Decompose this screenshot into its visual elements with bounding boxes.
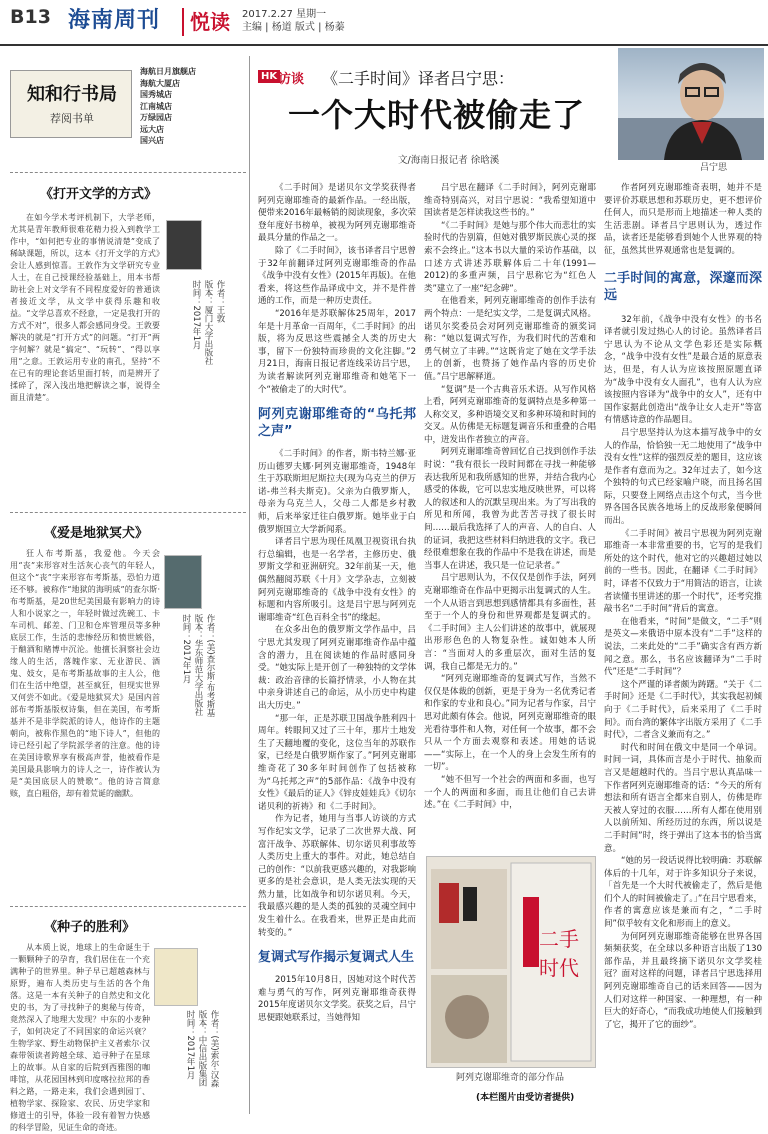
book-author: 作者：(美)查尔斯·布考斯基 [205,614,215,717]
bookstore-subtitle: 荐阅书单 [50,112,94,125]
store-item: 江南城店 [140,101,172,111]
paragraph: “复调”是一个古典音乐术语。从写作风格上看，阿列克谢耶维奇的复调特点是多种第一人称交叉，多种语境交叉和多种环境和时间的交叉。从仿佛是无标题复调音乐和重叠的合唱中，迸发出作者独立的声音。 [424,384,596,445]
header-divider [182,8,184,36]
book-author: 作者：王敦 [215,280,225,323]
header-rule [0,44,768,46]
article-title-line1: 《二手时间》译者吕宁思： [322,69,515,88]
paragraph: 在众多出色的俄罗斯文学作品中，吕宁思尤其发现了阿列克谢耶维奇作品中蕴含的潜力，且在阅读她的作品时感同身受。“她实际上是开创了一种独特的文学体裁：政治音律的长篇抒情录，小人物在其中亲身讲述自己的命运，从小历史中构建出大历史。” [258,625,416,711]
book-date: 时间：2017年1月 [185,1010,195,1080]
store-item: 万绿园店 [140,113,172,122]
paragraph: 在他看来，“时间”是做文，“二手”则是英文—来俄语中原本没有“二手”这样的说法，二来此处的“二手”确实含有西方新闻之意。那么，书名应该翻译为“二手时代”还是“二手时间”？ [604,616,762,678]
book-title: 《种子的胜利》 [44,920,136,935]
issue-date: 2017.2.27 星期一 [242,9,327,20]
page-number: B13 [10,6,51,28]
paragraph: “她不但写一个社会的两面和多面，也写一个人的两面和多面，而且让他们自己去讲述。”在《二手时间》中， [424,774,596,811]
byline: 文/海南日报记者 徐晗溪 [398,155,500,166]
photo-caption: 吕宁思 [700,163,728,173]
paragraph: “《二手时间》是她与那个伟大而悲壮的实验时代的告别篇，但她对俄罗斯民族心灵的探索不会终止。”这本书以大量的采访作基础，以口述方式讲述苏联解体后二十年(1991—2012)的多重声频，吕宁思称它为“红色人类”建立了一座“纪念碑”。 [424,220,596,294]
article-column-1 [258,182,416,1116]
book-date: 时间：2017年1月 [191,280,201,350]
subheading: 复调式写作揭示复调式人生 [258,950,415,966]
store-item: 海航大厦店 [140,78,180,88]
paragraph: 除了《二手时间》，该书译者吕宁思曾于32年前翻译过阿列克谢耶维奇的作品《战争中没有女性》(2015年再版)。在他看来，将这些作品译成中文，并不是件普通的工作，而是一种历史责任。 [258,245,416,307]
paragraph: 作为记者，她用与当事人访谈的方式写作纪实文学，记录了二次世界大战、阿富汗战争、苏联解体、切尔诺贝利事故等人类历史上重大的事件。对此，她总结自己的创作：“以前我更感兴趣的，对我影响更多的是社会意识，是人类无法实现的天然力量，比如战争和切尔诺贝利。今天，我最感兴趣的是人类的孤独的灵魂空间中发生着什么。在我看来，世界正是由此而转变的。” [258,814,416,938]
book-spine-title: 二手时代 [539,927,579,980]
paragraph: 作者阿列克谢耶维奇表明，她并不是要评价苏联思想和苏联历史，更不想评价任何人，而只是形而上地描述一种人类的生活悲剧。译者吕宁思则认为，透过作品，读者还是能够看到她个人世界观的特征，虽然其世界观通常也是复调的。 [604,183,762,256]
paragraph: 吕宁思则认为，不仅仅是创作手法，阿列克谢耶维奇在作品中更揭示出复调式的人生。一个人从语言到思想到感情都具有多面性，甚至于一个人的身份和世界观都是复调式的。《二手时间》主人公们讲述的故事中，就展现出形形色色的人物复杂性。诚如她本人所言：“当面对人的多重层次，面对生活的复调，我自己都是无力的。” [424,573,596,672]
paragraph: 32年前，《战争中没有女性》的书名译者就引发过热心人的讨论。虽然译者吕宁思认为不论从文学色彩还是实际概念，“战争中没有女性”是最合适的原意表达，但是，有人认为应该按照原题直译为“战争中没有女人面孔”，也有人认为应该按照内容译为“战争中的女人”，还有中国作家据此创造出“战争让女人走开”等富有情感诗意的作品题目。 [604,314,762,426]
store-item: 海航日月旗舰店 [140,67,196,76]
book-review: 狂人布考斯基，我爱他。今天会用“丧”来形容对生活灰心丧气的年轻人，但这个“丧”字来形容布考斯基，恐怕力道还不够。被称作“地狱的海明威”的查尔斯·布考斯基，是20世纪美国最有影响力的诗人和小说家之一，年轻时做过洗碗工、卡车司机、邮差、门卫和仓库管理员等多种底层工作，生活的悲惨经历和愤世嫉俗，于酗酒和赌博中沉沦。他擅长洞察社会边缘人的生活，落魄作家、无业游民、酒鬼、妓女，是布考斯基故事的主人公，他们在生活中绝望，甚至疯狂，但现实世界又何尝不如此。《爱是地狱冥犬》是国内首部布考斯基版权诗集，但在美国，布考斯基并不是非学院派的诗人，他诗作的主题朝向，被称作黑色的“地下诗人”，但他的诗已经引起了学院派学者的注意。他的诗在美国诗歌界享有极高声誉，他被看作是美国最具影响力的诗人之一，诗作被认为是“美国底层人的赞歌”。他的诗言简意赅，直白粗俗，却有着荒诞的幽默。 [10,549,160,798]
book-publisher: 版本：厦门大学出版社 [203,280,213,365]
book-meta [184,1010,220,1114]
paragraph: 《二手时间》是诺贝尔文学奖获得者阿列克谢耶维奇的最新作品。一经出版，便带来2016年最畅销的阅读现象，多次荣登年度好书榜单，被视为阿列克谢耶维奇最具分量的作品之一。 [258,183,416,244]
column-rule [249,56,250,1114]
paragraph: 吕宁思坚持认为这本描写战争中的女人的作品，恰恰独一无二地使用了“战争中没有女性”这样的强烈反差的题目，这应该是作者有意而为之。32年过去了，如今这个独特的句式已经家喻户晓，而且扬名国际，只要登上网络点击这个句式，当今世界各国各民族各地场上的反战形象便瞬间而出。 [604,427,762,527]
image-credit: (本栏图片由受访者提供) [476,1093,575,1103]
subheading: 二手时间的寓意，深邃而深远 [604,270,762,303]
paragraph: “那一年，正是苏联卫国战争胜利四十周年。转眼间又过了三十年，那片土地发生了天翻地覆的变化，这位当年的苏联作家，已经是白俄罗斯作家了。”阿列克谢耶维奇花了30多年时间创作了包括被称为“乌托邦之声”的5部作品：《战争中没有女性》《最后的证人》《锌皮娃娃兵》《切尔诺贝利的祈祷》和《二手时间》。 [258,713,416,812]
book-title: 《爱是地狱冥犬》 [44,526,149,541]
article-column-2 [424,182,596,846]
bookstore-title: 知和行书局 [27,84,117,105]
book-cover [154,948,198,1006]
section-divider [10,512,246,513]
paragraph: 吕宁思在翻译《二手时间》，阿列克谢耶维奇特别高兴，对吕宁思说：“我希望知道中国读者是怎样读我这些书的。” [424,183,596,219]
paragraph: “2016年是苏联解体25周年，2017年是十月革命一百周年，《二手时间》的出版，将为反思这些震撼全人类的历史大事，留下一份独特而珍贵的文化注脚。”2月21日，海南日报记者连线采访吕宁思，为读者解读阿列克谢耶维奇和她笔下一个“被偷走了的大时代”。 [258,308,416,395]
image-caption: 阿列克谢耶维奇的部分作品 [456,1073,565,1083]
book-cover [164,555,202,609]
books-photo [426,856,596,1068]
store-item: 国秀城店 [140,90,172,99]
header-info [242,8,345,34]
masthead-logo: 海南周刊 [68,7,161,33]
paragraph: 这个严谨的译者颇为踌躇。“关于《二手时间》还是《二手时代》，其实我起初倾向于《二手时代》，后来采用了《二手时间》。而台湾的繁体字出版方采用了《二手时代》，二者含义兼而有之。” [604,679,762,741]
store-item: 国兴店 [140,136,164,145]
interview-tag-icon: HK [258,70,280,83]
paragraph: 在他看来，阿列克谢耶维奇的创作手法有两个特点：一是纪实文学，二是复调式风格。诺贝尔奖委员会对阿列克谢耶维奇的颁奖词称：“她以复调式写作，为我们时代的苦难和勇气树立了丰碑。”“这既肯定了她在文学手法上的创新，也赞扬了她作品内容的历史价值。”吕宁思解释道。 [424,296,596,382]
store-list [140,66,210,147]
book-review: 从本质上说，地球上的生命诞生于一颗颗种子的孕育，我们居住在一个充满种子的世界里。种子早已超越森林与原野，遍布人类历史与生活的各个角落。这是一本有关种子的自然史和文化史的书，为了寻找种子的奥秘与传奇，竟然深入了地理大发现？中东的小麦种子，如何决定了不同国家的命运兴衰？生物学家、野生动物保护主义者索尔·汉森带领读者跨越全球、追寻种子在星球上的故事。从自家的后院到西雅图的咖啡馆，从花园国林到印度喀拉拉邦的香料之路，一路走来，我们会遇到园丁、植物学家、探险家、农民、历史学家和修道士的引导，体验一段有着智力快感的科学冒险，见证生命的奇迹。 [10,943,150,1132]
section-name: 悦读 [190,10,230,34]
paragraph: 时代和时间在俄文中是同一个单词。时间一词，具体而言是小于时代、抽象而言又是超越时代的。当吕宁思认真品味一下作者阿列克谢耶维奇的话：“今天的所有想法和所有语言全都来自别人，仿佛是昨天被人穿过的衣服……所有人都在使用别人以前所知、所经历过的东西，所以说是二手时间”时，终于弹出了这本书的恰当寓意。 [604,742,762,854]
article-column-3 [604,182,762,1116]
paragraph: “她的另一段话说得比较明确：苏联解体后的十几年，对于许多知识分子来说，「首先是一个大时代被偷走了，然后是他们个人的时间被偷走了。」”在吕宁思看来，作者的寓意应该是兼而有之，“二手时间”似乎较有文化和形而上的意义。 [604,856,762,930]
paragraph: 阿列克谢耶维奇曾回忆自己找到创作手法时说：“我有很长一段时间都在寻找一种能够表达我所见和我所感知的世界，并结合我内心感受的体裁，它可以忠实地反映世界，可以将人的叙述和人的沉默呈现出来。为了写出我的所见和所闻，我曾为此苦苦寻找了很长时间……最后我选择了人的声音、人的自白、人的证词，我把这些材料归纳进我的文字。我已经很难想象在我的作品中不是我在讲述，而是当事人在讲述，我只是一位记录者。” [424,447,596,571]
book-cover [166,220,202,270]
subheading: 阿列克谢耶维奇的“乌托邦之声” [258,407,416,440]
store-item: 远大店 [140,124,164,134]
book-date: 时间：2017年1月 [181,614,191,684]
paragraph: 2015年10月8日，因她对这个时代苦难与勇气的写作，阿列克谢耶维奇获得2015年度诺贝尔文学奖。获奖之后，吕宁思便跟她联系过，当她得知 [258,975,416,1024]
book-author: 作者：(美)索尔·汉森 [209,1010,219,1088]
book-publisher: 版本：中信出版集团 [197,1010,207,1087]
editor-credits: 主编 | 杨道 版式 | 杨蓁 [242,22,345,33]
paragraph: “阿列克谢耶维奇的复调式写作，当然不仅仅是体裁的创新，更是于身为一名优秀记者和作家的专业和良心。”同为记者与作家，吕宁思对此颇有体会。他说，阿列克谢耶维奇的眼光看待事件和人物，对任何一个故事，都不会只从一个方面去观察和表述。用她的话说——“实际上，在一个人的身上会发生所有的一切”。 [424,674,596,773]
book-meta [180,614,216,764]
paragraph: 《二手时间》的作者，斯韦特兰娜·亚历山德罗夫娜·阿列克谢耶维奇，1948年生于苏联斯坦尼斯拉夫(现为乌克兰的伊万诺-弗兰科夫斯克)。父亲为白俄罗斯人，母亲为乌克兰人，父母二人都是乡村教师，后来举家迁往白俄罗斯。她毕业于白俄罗斯国立大学新闻系。 [258,449,416,535]
book-review: 在如今学术考评机制下，大学老师，尤其是青年教师很难花精力投入到教学工作中，“如何把专业的事情说清楚”变成了稀缺课题，所以，这本《打开文学的方式》会让人感到惊喜。王敦作为文学研究专业人士，在自己授课经验基础上，用本书帮助社会上对文学有不同程度爱好的普通读者接近文学，从文学中获得乐趣和收益。“文学总喜欢不经意，一定是我打开的方式不对”，很多人都会感同身受。王敦要解决的就是“打开方式”的问题。“打开”两字何解？就是“搞定”、“玩转”、“得以享用”之意。王敦运用专业的南孔，坚持“不在已有的理论套话里面打转，而是辨开了揉碎了，深入浅出地把解读之事，说得全面且清楚”。 [10,213,160,402]
paragraph: 为何阿列克谢耶维奇能够在世界各国频频获奖，在全球以多种语言出版了130部作品，并且最终摘下诺贝尔文学奖桂冠？面对这样的问题，译者吕宁思选择用阿列克谢耶维奇自己的话来回答——因为人们对这样一种国家、一种理想，有一种巨大的好奇心，“而我成功地使人们接触到了它，揭开了它的面纱”。 [604,931,762,1030]
interviewee-photo [618,48,764,160]
paragraph: 《二手时间》被吕宁思视为阿列克谢耶维奇一本非常重要的书，它写的是我们所处的这个时代，他对它的兴趣超过她以前的一些书。因此，在翻译《二手时间》时，译者不仅致力于“用简洁的语言，让读者读懂书里讲述的那一个时代”，还考究推敲书名“二手时间”背后的寓意。 [604,528,762,615]
article-headline: 一个大时代被偷走了 [288,96,586,134]
book-review-tail [10,448,246,506]
paragraph: 译者吕宁思为现任凤凰卫视资讯台执行总编辑，也是一名学者，主修历史、俄罗斯文学和亚洲研究。32年前某一天，他偶然翻阅苏联《十月》文学杂志，立刻被阿列克谢耶维奇的《战争中没有女性》的标题和内容所吸引。这是吕宁思与阿列克谢耶维奇“红色百科全书”的缘起。 [258,537,416,623]
section-divider [10,906,246,907]
book-publisher: 版本：华东师范大学出版社 [193,614,203,716]
book-meta [190,280,226,400]
interview-label: 访谈 [278,72,305,87]
section-divider [10,172,246,173]
book-title: 《打开文学的方式》 [40,187,158,202]
